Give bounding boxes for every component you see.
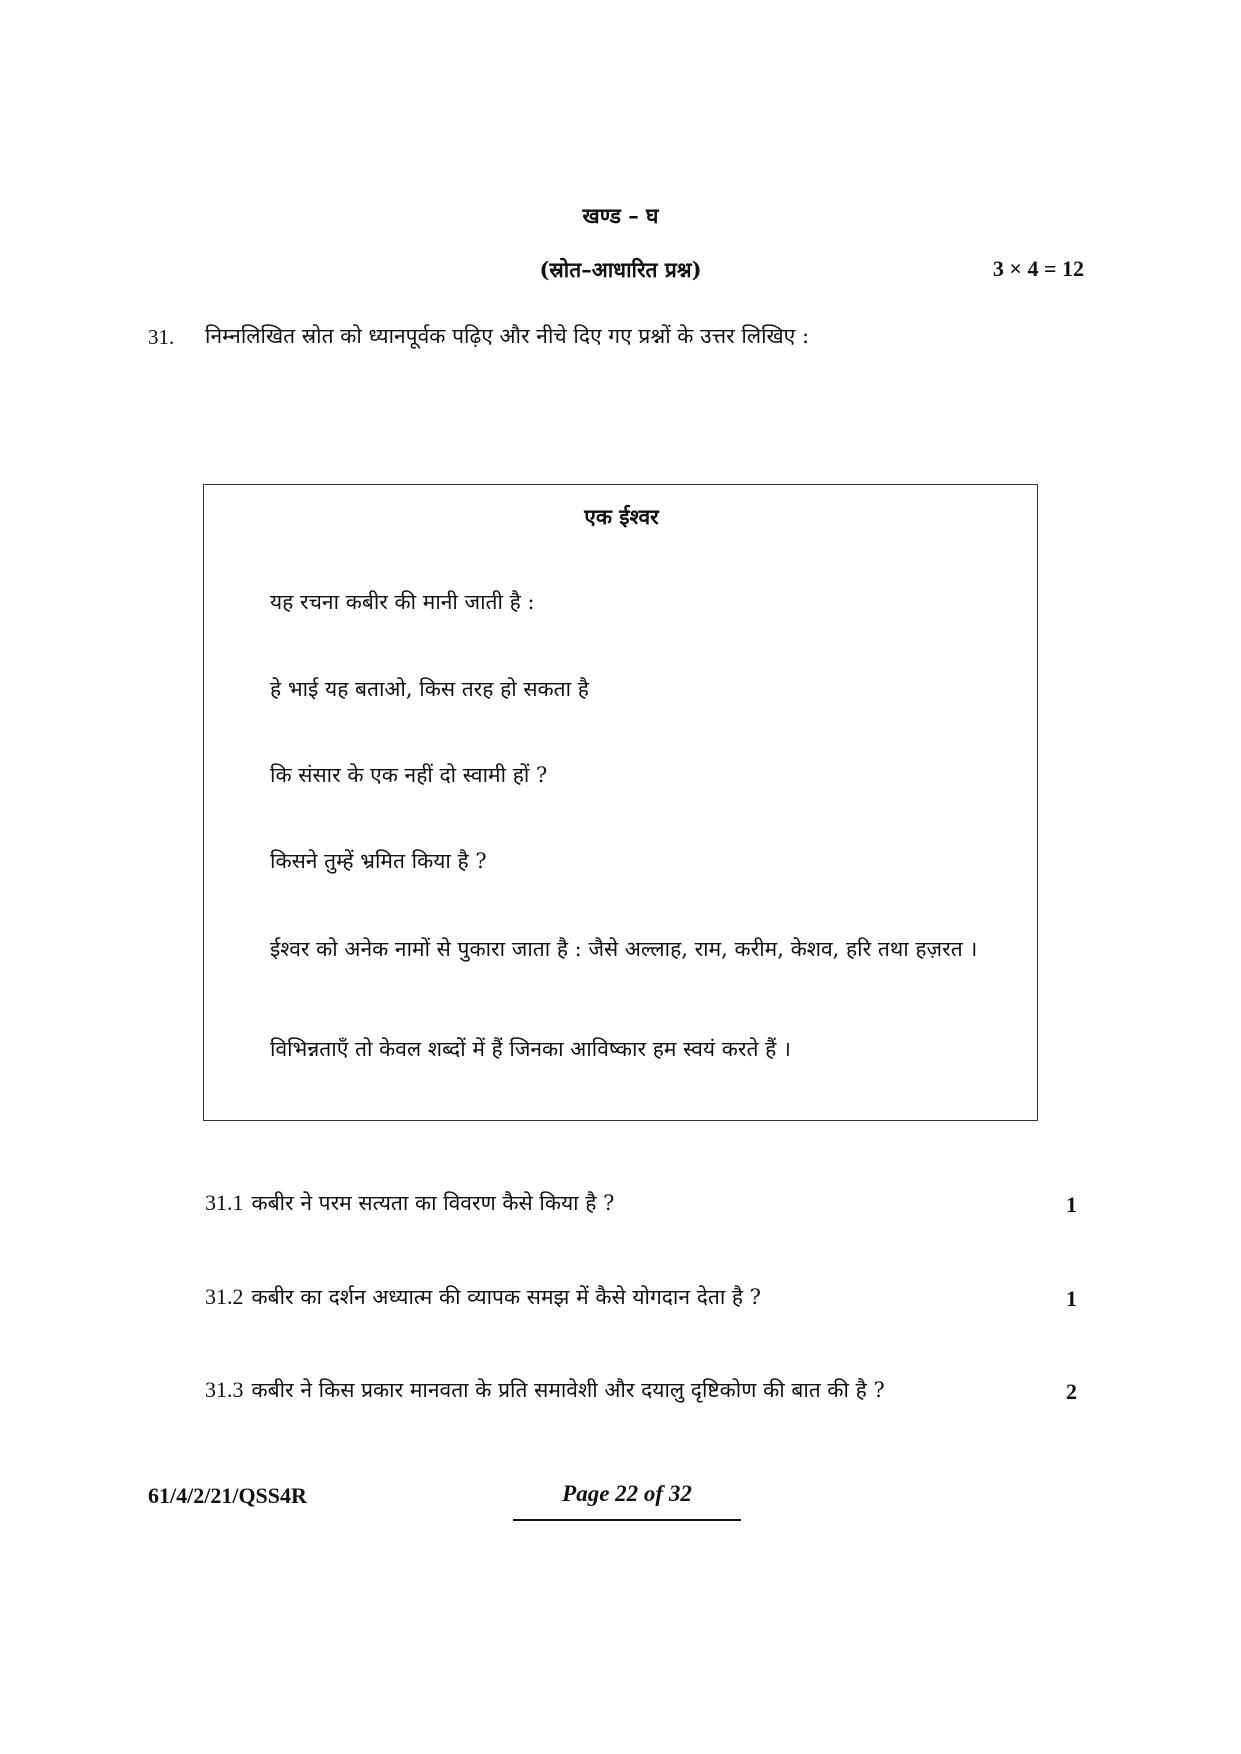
section-subtitle: (स्रोत–आधारित प्रश्न) bbox=[539, 257, 702, 282]
source-line: हे भाई यह बताओ, किस तरह हो सकता है bbox=[270, 677, 589, 701]
subquestion-31-2 bbox=[205, 1283, 761, 1311]
section-marks-total: 3 × 4 = 12 bbox=[992, 256, 1084, 281]
subquestion-text: कबीर ने परम सत्यता का विवरण कैसे किया है ? bbox=[251, 1191, 615, 1215]
subquestion-number: 31.2 bbox=[205, 1284, 244, 1309]
question-number: 31. bbox=[148, 325, 175, 349]
source-box bbox=[203, 484, 1038, 1121]
subquestion-31-3 bbox=[205, 1376, 885, 1404]
subquestion-marks: 1 bbox=[1066, 1286, 1077, 1311]
page-number-underline bbox=[513, 1519, 741, 1521]
source-line: यह रचना कबीर की मानी जाती है : bbox=[270, 590, 535, 614]
section-title: खण्ड – घ bbox=[582, 203, 659, 228]
source-line: विभिन्नताएँ तो केवल शब्दों में हैं जिनका आविष्कार हम स्वयं करते हैं । bbox=[270, 1037, 791, 1061]
paper-code: 61/4/2/21/QSS4R bbox=[148, 1483, 307, 1508]
subquestion-text: कबीर ने किस प्रकार मानवता के प्रति समावेशी और दयालु दृष्टिकोण की बात की है ? bbox=[251, 1378, 885, 1402]
subquestion-marks: 1 bbox=[1066, 1192, 1077, 1217]
source-title: एक ईश्वर bbox=[584, 504, 659, 529]
subquestion-text: कबीर का दर्शन अध्यात्म की व्यापक समझ में कैसे योगदान देता है ? bbox=[251, 1285, 762, 1309]
subquestion-number: 31.3 bbox=[205, 1377, 244, 1402]
page-number: Page 22 of 32 bbox=[562, 1481, 692, 1506]
source-line: किसने तुम्हें भ्रमित किया है ? bbox=[270, 849, 487, 873]
question-instruction: निम्नलिखित स्रोत को ध्यानपूर्वक पढ़िए और नीचे दिए गए प्रश्नों के उत्तर लिखिए : bbox=[205, 324, 810, 348]
subquestion-31-1 bbox=[205, 1189, 614, 1217]
source-line: कि संसार के एक नहीं दो स्वामी हों ? bbox=[270, 763, 548, 787]
source-line: ईश्वर को अनेक नामों से पुकारा जाता है : जैसे अल्लाह, राम, करीम, केशव, हरि तथा हज़रत । bbox=[270, 937, 978, 961]
subquestion-number: 31.1 bbox=[205, 1190, 244, 1215]
subquestion-marks: 2 bbox=[1066, 1379, 1077, 1404]
